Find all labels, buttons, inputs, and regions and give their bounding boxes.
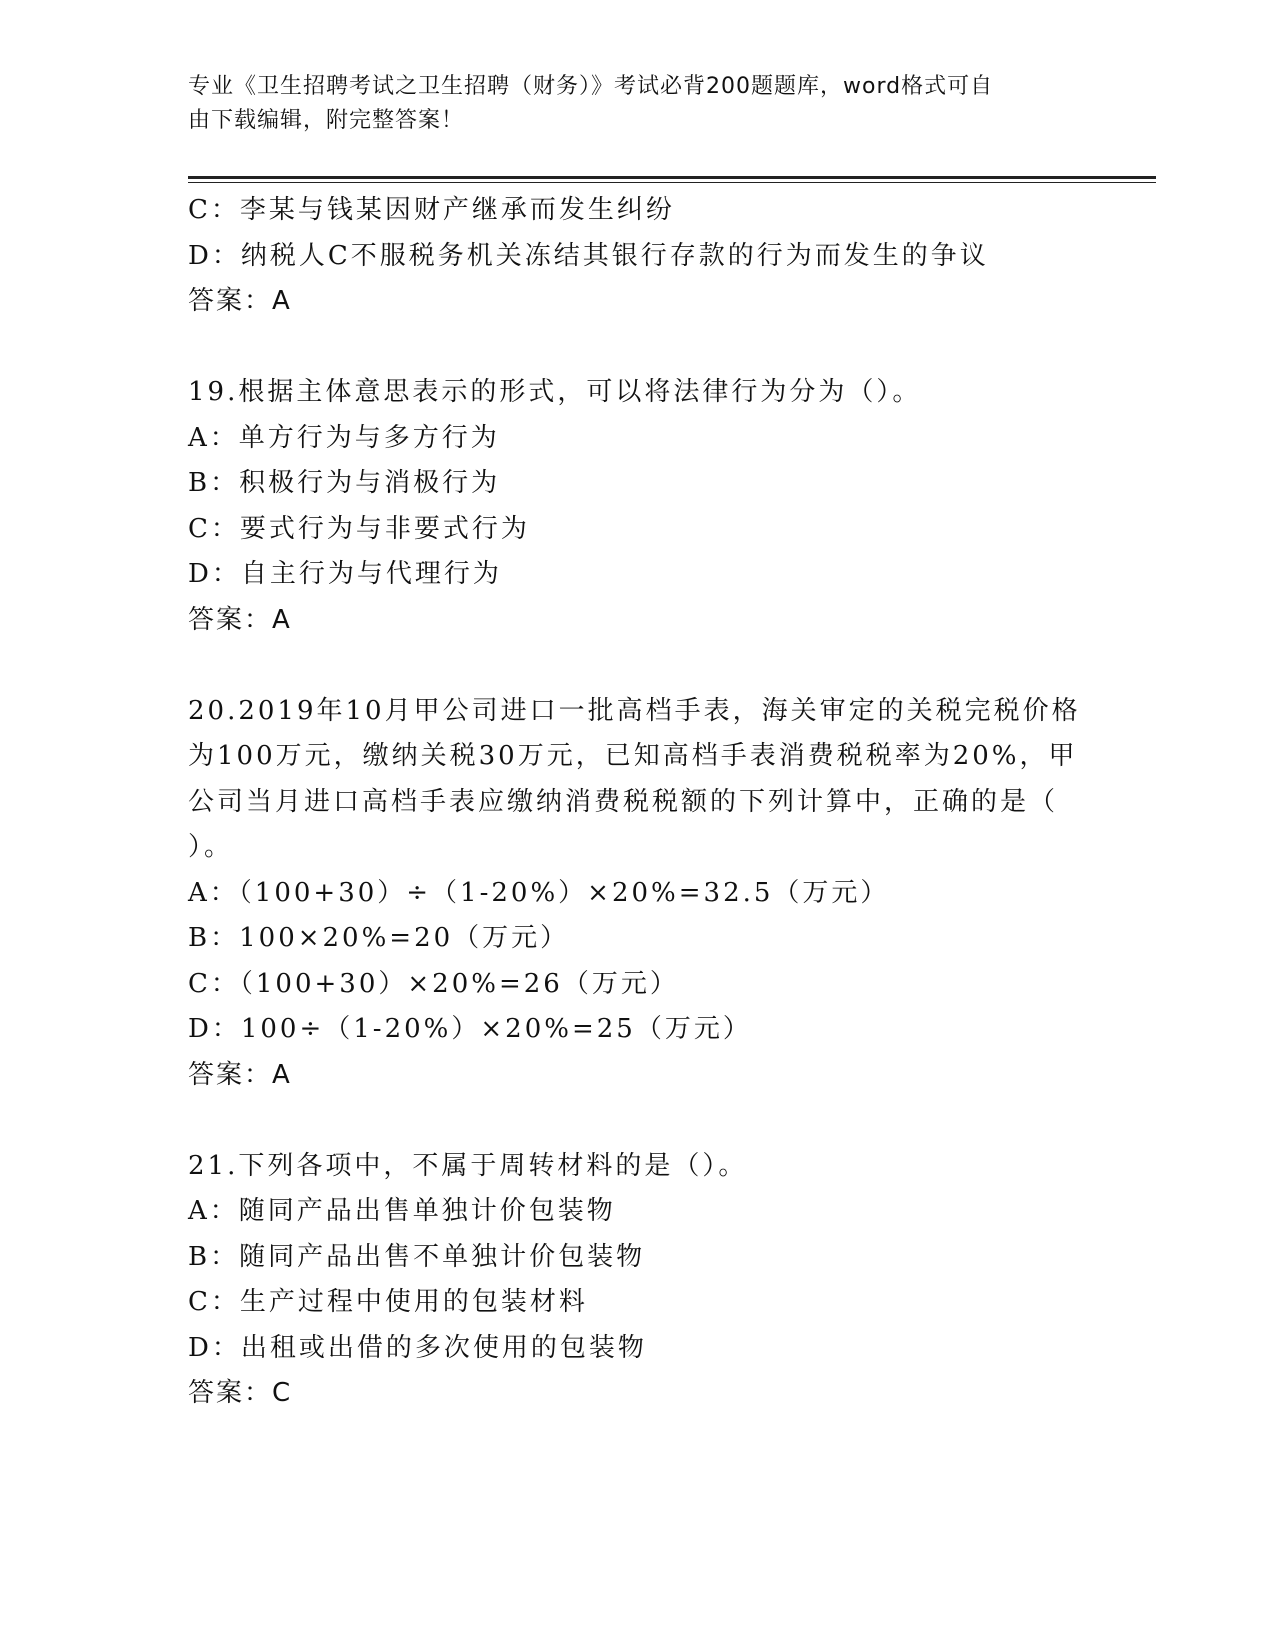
question-21 <box>188 1144 1088 1417</box>
question-text: 19.根据主体意思表示的形式，可以将法律行为分为（）。 <box>188 377 922 407</box>
answer: 答案：A <box>188 604 292 635</box>
option-a: A：单方行为与多方行为 <box>188 422 500 453</box>
option-d: D：纳税人C不服税务机关冻结其银行存款的行为而发生的争议 <box>188 240 989 271</box>
option-c: C：（100+30）×20%=26（万元） <box>188 968 679 999</box>
option-d: D：100÷（1-20%）×20%=25（万元） <box>188 1014 752 1044</box>
option-b: B：100×20%=20（万元） <box>188 923 570 953</box>
answer: 答案：A <box>188 1059 292 1090</box>
header-line-2: 由下载编辑，附完整答案！ <box>188 108 465 133</box>
option-a: A：（100+30）÷（1-20%）×20%=32.5（万元） <box>188 877 890 908</box>
answer: 答案：A <box>188 286 292 316</box>
answer: 答案：C <box>188 1378 293 1408</box>
question-20 <box>188 689 1088 1099</box>
spacer <box>188 325 1088 371</box>
question-text: 公司当月进口高档手表应缴纳消费税税额的下列计算中，正确的是（ <box>188 786 1059 817</box>
document-header <box>188 70 1068 138</box>
question-18-continued <box>188 188 1088 325</box>
option-c: C：要式行为与非要式行为 <box>188 513 530 544</box>
question-text: ）。 <box>188 832 234 862</box>
header-line-1: 专业《卫生招聘考试之卫生招聘（财务）》考试必背200题题库，word格式可自 <box>188 74 994 99</box>
question-19 <box>188 370 1088 643</box>
header-divider-thin <box>188 182 1156 183</box>
option-a: A：随同产品出售单独计价包装物 <box>188 1196 616 1226</box>
option-d: D：自主行为与代理行为 <box>188 559 502 589</box>
question-text: 20.2019年10月甲公司进口一批高档手表，海关审定的关税完税价格 <box>188 695 1081 726</box>
option-c: C：李某与钱某因财产继承而发生纠纷 <box>188 195 675 225</box>
spacer <box>188 643 1088 689</box>
option-c: C：生产过程中使用的包装材料 <box>188 1287 588 1317</box>
option-b: B：积极行为与消极行为 <box>188 468 501 498</box>
option-d: D：出租或出借的多次使用的包装物 <box>188 1332 647 1363</box>
header-divider-thick <box>188 176 1156 179</box>
question-text: 21.下列各项中，不属于周转材料的是（）。 <box>188 1150 748 1181</box>
question-text: 为100万元，缴纳关税30万元，已知高档手表消费税税率为20%，甲 <box>188 741 1078 771</box>
question-content <box>188 188 1088 1417</box>
option-b: B：随同产品出售不单独计价包装物 <box>188 1241 646 1272</box>
spacer <box>188 1098 1088 1144</box>
